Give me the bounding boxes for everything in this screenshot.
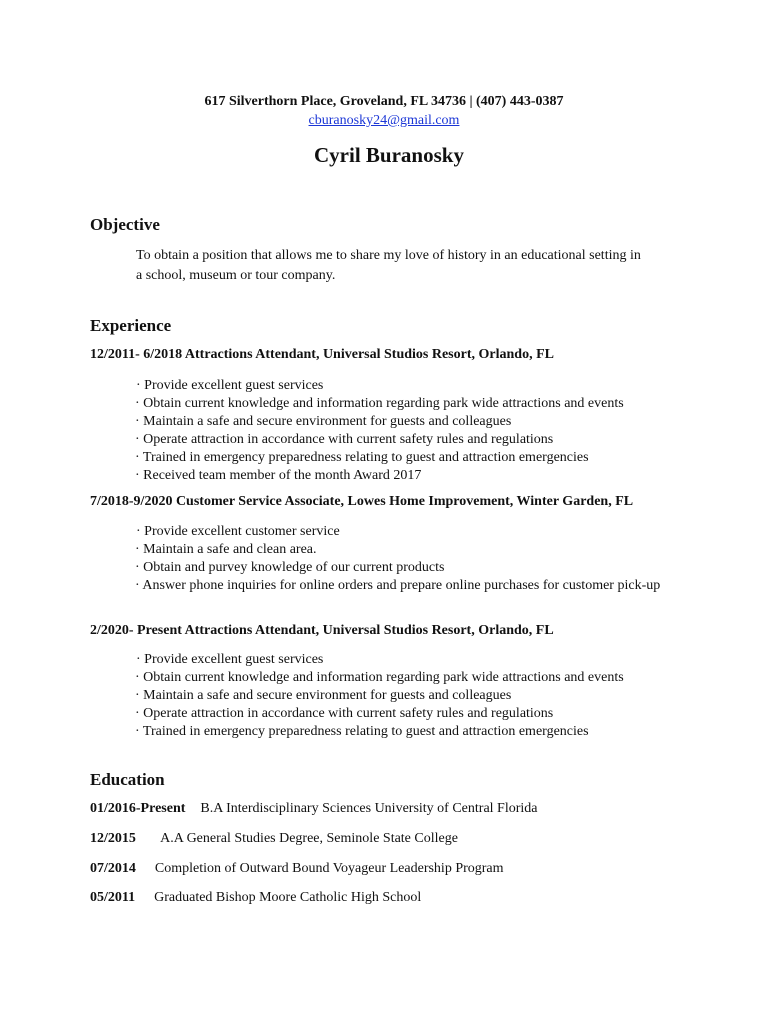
email-link[interactable]: cburanosky24@gmail.com (308, 113, 460, 128)
education-entry (90, 801, 537, 817)
education-date: 12/2015 (90, 831, 136, 846)
education-date: 01/2016-Present (90, 801, 186, 816)
education-detail: A.A General Studies Degree, Seminole State College (160, 831, 458, 846)
experience-heading: Experience (90, 316, 172, 335)
job-bullet: · Maintain a safe and secure environment for guests and colleagues (135, 414, 512, 429)
job-bullet: · Obtain and purvey knowledge of our current products (135, 560, 445, 575)
job-bullet: · Operate attraction in accordance with current safety rules and regulations (135, 432, 554, 447)
education-detail: Completion of Outward Bound Voyageur Leadership Program (154, 861, 504, 876)
job-bullet: · Provide excellent guest services (136, 378, 324, 393)
job-title: 12/2011- 6/2018 Attractions Attendant, Universal Studios Resort, Orlando, FL (90, 347, 554, 362)
education-heading: Education (90, 770, 165, 789)
candidate-name: Cyril Buranosky (314, 143, 464, 167)
job-title: 2/2020- Present Attractions Attendant, Universal Studios Resort, Orlando, FL (90, 623, 554, 638)
contact-line: 617 Silverthorn Place, Groveland, FL 34736 | (407) 443-0387 (204, 94, 564, 109)
job-bullet: · Obtain current knowledge and information regarding park wide attractions and events (135, 396, 624, 411)
education-detail: Graduated Bishop Moore Catholic High School (154, 890, 422, 905)
job-bullet: · Operate attraction in accordance with current safety rules and regulations (135, 706, 554, 721)
job-bullet: · Maintain a safe and secure environment for guests and colleagues (135, 688, 512, 703)
education-detail: B.A Interdisciplinary Sciences University of Central Florida (200, 801, 538, 816)
job-bullet: · Answer phone inquiries for online orders and prepare online purchases for customer pick-up (135, 578, 661, 593)
job-bullet: · Provide excellent guest services (136, 652, 324, 667)
job-bullets (135, 651, 624, 741)
job-bullets (135, 377, 624, 485)
education-entry (90, 831, 458, 847)
job-title: 7/2018-9/2020 Customer Service Associate, Lowes Home Improvement, Winter Garden, FL (90, 494, 634, 509)
education-date: 05/2011 (90, 890, 136, 905)
objective-line-2: a school, museum or tour company. (136, 268, 336, 283)
job-bullet: · Trained in emergency preparedness relating to guest and attraction emergencies (135, 450, 589, 465)
objective-heading: Objective (90, 215, 160, 234)
job-bullet: · Trained in emergency preparedness relating to guest and attraction emergencies (135, 724, 589, 739)
education-entry (90, 861, 504, 877)
education-date: 07/2014 (90, 861, 136, 876)
job-bullet: · Provide excellent customer service (136, 524, 340, 539)
objective-line-1: To obtain a position that allows me to share my love of history in an educational setting in (136, 248, 641, 263)
job-bullet: · Received team member of the month Award 2017 (135, 468, 422, 483)
job-bullet: · Maintain a safe and clean area. (135, 542, 317, 557)
objective-text (136, 246, 696, 286)
email-line (0, 113, 768, 129)
job-bullets (135, 523, 660, 595)
job-bullet: · Obtain current knowledge and information regarding park wide attractions and events (135, 670, 624, 685)
education-entry (90, 890, 421, 906)
